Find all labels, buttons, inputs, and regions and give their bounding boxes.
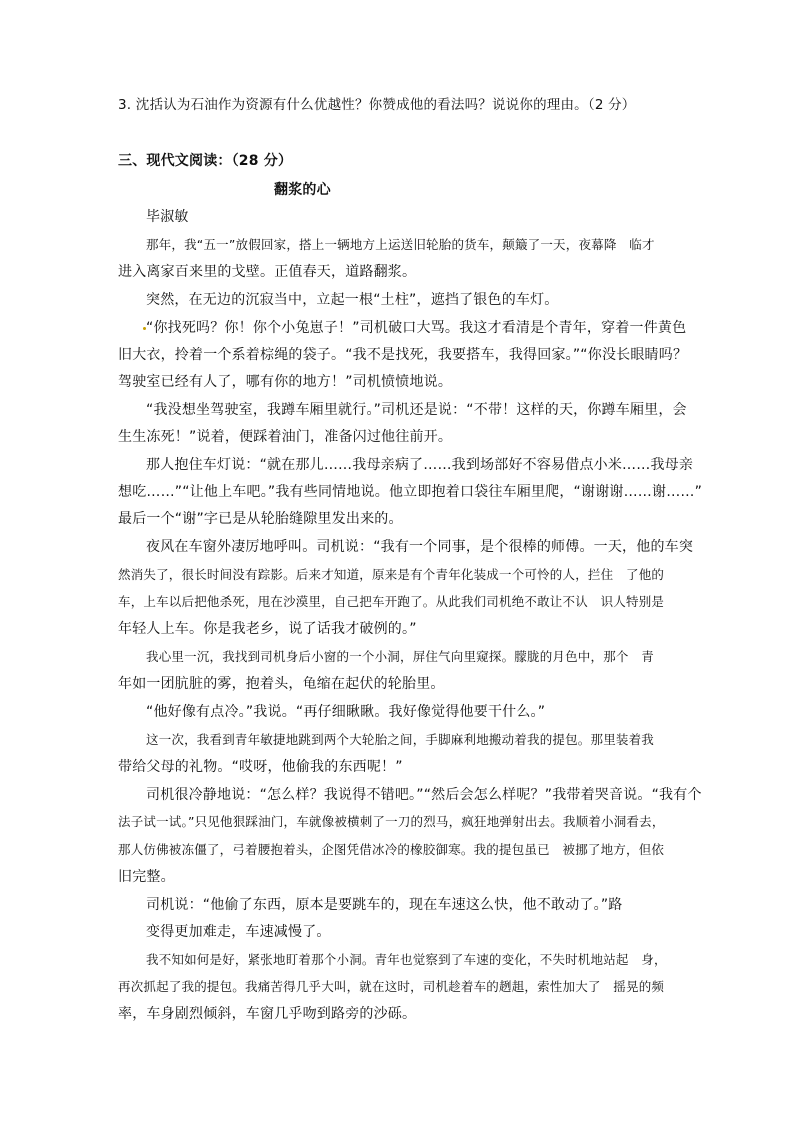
paragraph-line: 带给父母的礼物。“哎呀，他偷我的东西呢！”: [118, 759, 403, 775]
paragraph-line: 那人仿佛被冻僵了，弓着腰抱着头，企图凭借冰冷的橡胶御寒。我的提包虽已 被挪了地方，但依: [118, 842, 665, 857]
paragraph-line: 年轻人上车。你是我老乡，说了话我才破例的。”: [118, 621, 417, 637]
paragraph-line: 突然，在无边的沉寂当中，立起一根“土柱”，遮挡了银色的车灯。: [146, 292, 559, 308]
paragraph-line: 夜风在车窗外凄厉地呼叫。司机说：“我有一个同事，是个很棒的师傅。一天，他的车突: [146, 539, 694, 555]
paragraph-line: 率，车身剧烈倾斜，车窗几乎吻到路旁的沙砾。: [118, 1006, 417, 1022]
paragraph-line: 那人抱住车灯说：“就在那儿……我母亲病了……我到场部好不容易借点小米……我母亲: [146, 457, 694, 473]
paragraph-line: 想吃……”“让他上车吧。”我有些同情地说。他立即抱着口袋往车厢里爬，“谢谢谢……谢……”: [118, 484, 703, 500]
paragraph-line: 我不知如何是好，紧张地盯着那个小洞。青年也觉察到了车速的变化，不失时机地站起 身，: [146, 952, 667, 967]
paragraph-line: 年如一团肮脏的雾，抱着头，龟缩在起伏的轮胎里。: [118, 676, 445, 692]
article-title: 翻浆的心: [274, 182, 331, 198]
paragraph-line: 司机说：“他偷了东西，原本是要跳车的，现在车速这么快，他不敢动了。”路: [146, 897, 623, 913]
paragraph-line: 旧大衣，拎着一个系着棕绳的袋子。“我不是找死，我要搭车，我得回家。”“你没长眼睛吗？: [118, 347, 688, 363]
paragraph-line: 变得更加难走，车速减慢了。: [146, 924, 331, 940]
section-heading: 三、现代文阅读：（28 分）: [118, 153, 293, 169]
paragraph-line: 司机很冷静地说：“怎么样？我说得不错吧。”“然后会怎么样呢？”我带着哭音说。“我有个: [146, 787, 702, 803]
paragraph-line: 这一次，我看到青年敏捷地跳到两个大轮胎之间，手脚麻利地搬动着我的提包。那里装着我: [146, 732, 655, 747]
paragraph-line: 旧完整。: [118, 869, 175, 885]
paragraph-line: 然消失了，很长时间没有踪影。后来才知道，原来是有个青年化装成一个可怜的人，拦住 了他的: [118, 567, 665, 582]
paragraph-line: “你找死吗？你！你个小兔崽子！”司机破口大骂。我这才看清是个青年，穿着一件黄色: [146, 320, 687, 336]
article-author: 毕淑敏: [146, 209, 189, 225]
paragraph-line: 生生冻死！”说着，便踩着油门，准备闪过他往前开。: [118, 429, 453, 445]
paragraph-line: 最后一个“谢”字已是从轮胎缝隙里发出来的。: [118, 511, 403, 527]
question-3: 3. 沈括认为石油作为资源有什么优越性？你赞成他的看法吗？说说你的理由。（2 分）: [118, 97, 636, 113]
paragraph-line: 法子试一试。”只见他狠踩油门，车就像被横刺了一刀的烈马，疯狂地弹射出去。我顺着小洞看去，: [118, 814, 665, 829]
paragraph-line: 那年，我“五一”放假回家，搭上一辆地方上运送旧轮胎的货车，颠簸了一天，夜幕降 临才: [146, 237, 655, 252]
paragraph-line: 我心里一沉，我找到司机身后小窗的一个小洞，屏住气向里窥探。朦胧的月色中，那个 青: [146, 649, 655, 664]
paragraph-line: “他好像有点冷。”我说。“再仔细瞅瞅。我好像觉得他要干什么。”: [146, 704, 546, 720]
paragraph-line: 再次抓起了我的提包。我痛苦得几乎大叫，就在这时，司机趁着车的趔趄，索性加大了 摇晃的频: [118, 979, 665, 994]
paragraph-line: 车，上车以后把他杀死，甩在沙漠里，自己把车开跑了。从此我们司机绝不敢让不认 识人特别是: [118, 594, 665, 609]
paragraph-line: 驾驶室已经有人了，哪有你的地方！”司机愤愤地说。: [118, 374, 453, 390]
paragraph-line: 进入离家百来里的戈壁。正值春天，道路翻浆。: [118, 264, 417, 280]
paragraph-line: “我没想坐驾驶室，我蹲车厢里就行。”司机还是说：“不带！这样的天，你蹲车厢里，会: [146, 402, 687, 418]
